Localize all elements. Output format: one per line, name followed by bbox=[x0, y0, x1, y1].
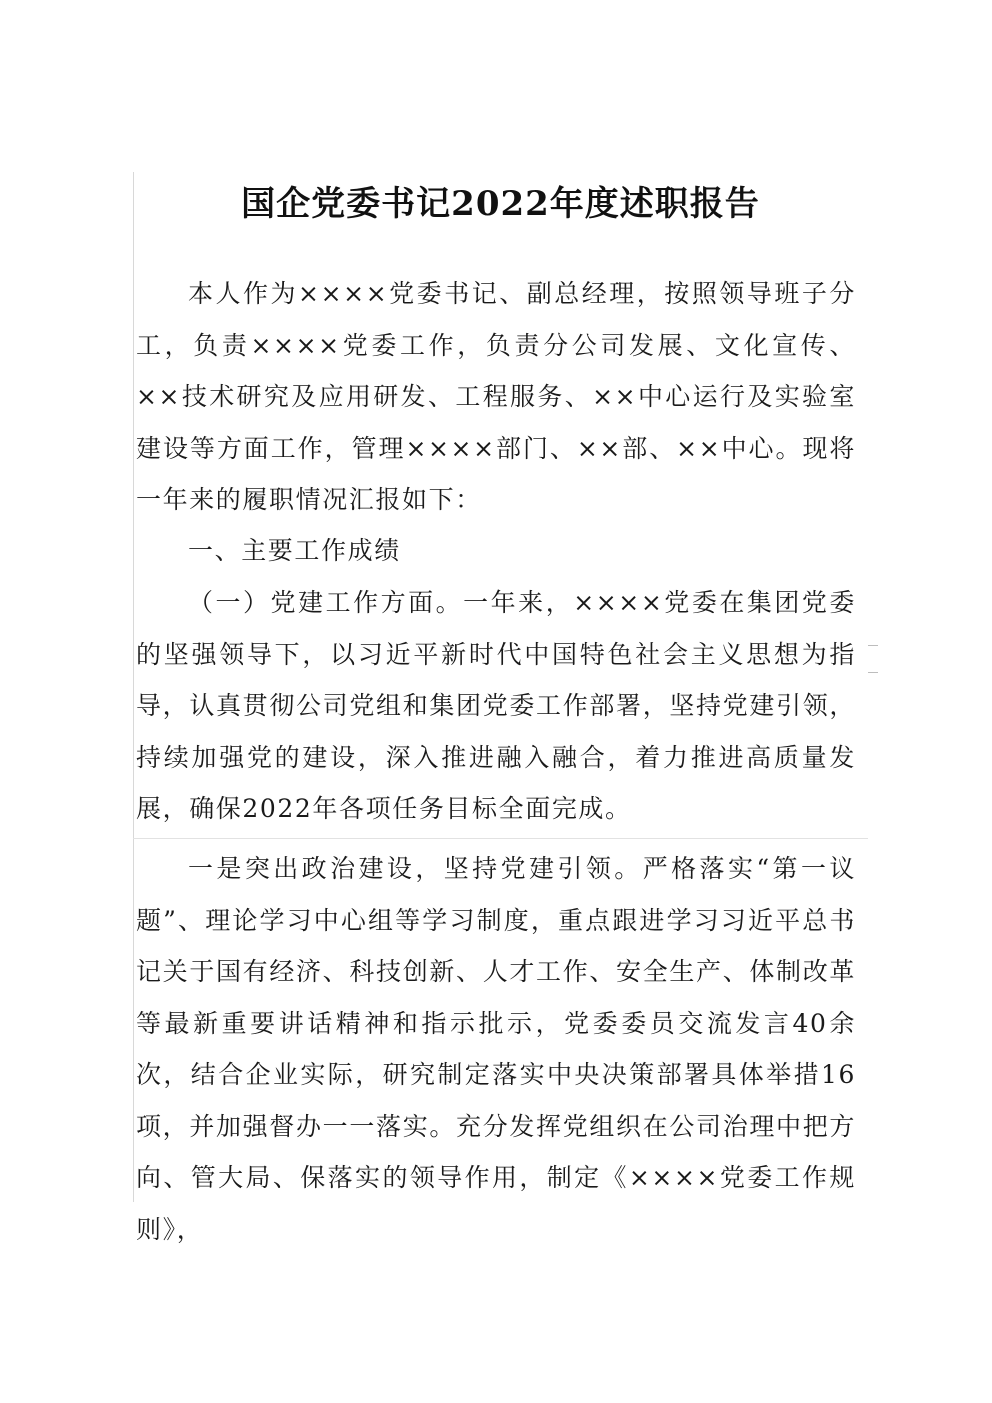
section-divider bbox=[133, 838, 868, 839]
edge-mark-bottom bbox=[868, 672, 878, 673]
political-building-paragraph: 一是突出政治建设，坚持党建引领。严格落实“第一议题”、理论学习中心组等学习制度，重点跟进学习习近平总书记关于国有经济、科技创新、人才工作、安全生产、体制改革等最新重要讲话精神和指示批示，党委委员交流发言40余次，结合企业实际，研究制定落实中央决策部署具体举措16项，并加强督办一一落实。充分发挥党组织在公司治理中把方向、管大局、保落实的领导作用，制定《××××党委工作规则》， bbox=[136, 854, 856, 1244]
party-building-paragraph: （一）党建工作方面。一年来，××××党委在集团党委的坚强领导下，以习近平新时代中国特色社会主义思想为指导，认真贯彻公司党组和集团党委工作部署，坚持党建引领，持续加强党的建设，深入推进融入融合，着力推进高质量发展，确保2022年各项任务目标全面完成。 bbox=[136, 588, 856, 823]
document-title: 国企党委书记2022年度述职报告 bbox=[241, 184, 760, 224]
left-margin-guide bbox=[133, 172, 134, 1202]
edge-mark-top bbox=[868, 645, 878, 646]
intro-paragraph: 本人作为××××党委书记、副总经理，按照领导班子分工，负责××××党委工作，负责分公司发展、文化宣传、××技术研究及应用研发、工程服务、××中心运行及实验室建设等方面工作，管理××××部门、××部、××中心。现将一年来的履职情况汇报如下： bbox=[136, 279, 856, 514]
section-heading: 一、主要工作成绩 bbox=[188, 536, 401, 565]
